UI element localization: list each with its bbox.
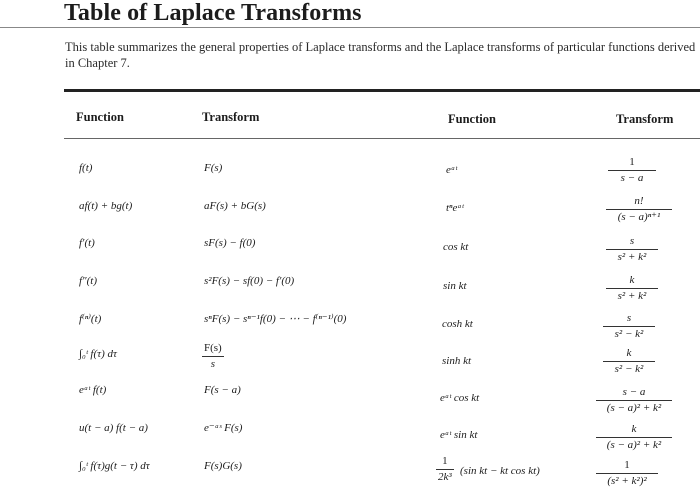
- fraction-denominator: s² + k²: [617, 251, 647, 263]
- left-transform-cell: aF(s) + bG(s): [204, 200, 266, 212]
- fraction-denominator: (s² + k²)²: [607, 475, 647, 487]
- left-transform-fraction: [202, 342, 224, 371]
- fraction-numerator: F(s): [204, 342, 222, 354]
- header-function-right: Function: [448, 112, 496, 126]
- page-title: Table of Laplace Transforms: [64, 0, 362, 26]
- right-transform-fraction: [596, 386, 672, 415]
- fraction-denominator: (s − a)ⁿ⁺¹: [617, 211, 661, 223]
- right-transform-fraction: [608, 156, 656, 185]
- fraction-numerator: 1: [629, 156, 635, 168]
- header-transform-left: Transform: [202, 110, 260, 124]
- left-function-cell: ∫₀ᵗ f(τ)g(t − τ) dτ: [79, 460, 150, 472]
- left-function-cell: u(t − a) f(t − a): [79, 422, 148, 434]
- left-function-cell: ∫₀ᵗ f(τ) dτ: [79, 348, 117, 360]
- right-function-cell: cosh kt: [442, 318, 473, 330]
- header-function-left: Function: [76, 110, 124, 124]
- fraction-numerator: s: [626, 312, 632, 324]
- left-transform-cell: sF(s) − f(0): [204, 237, 256, 249]
- fraction-numerator: k: [631, 423, 637, 435]
- fraction-denominator: s² − k²: [614, 328, 644, 340]
- fraction-denominator: (s − a)² + k²: [606, 402, 662, 414]
- left-function-cell: f″(t): [79, 275, 98, 287]
- fraction-denominator: 2k³: [438, 471, 452, 483]
- right-function-cell: (sin kt − kt cos kt): [460, 465, 540, 477]
- right-transform-fraction: [596, 459, 658, 488]
- fraction-denominator: s² − k²: [614, 363, 644, 375]
- table-header-rule: [64, 138, 700, 139]
- right-function-cell: tⁿeᵃᵗ: [446, 202, 464, 214]
- left-transform-cell: F(s): [204, 162, 223, 174]
- right-transform-fraction: [606, 195, 672, 224]
- fraction-numerator: 1: [442, 455, 448, 467]
- right-transform-fraction: [603, 312, 655, 341]
- fraction-denominator: s: [210, 358, 215, 370]
- right-function-cell: cos kt: [443, 241, 469, 253]
- right-transform-fraction: [603, 347, 655, 376]
- fraction-denominator: s² + k²: [617, 290, 647, 302]
- fraction-denominator: (s − a)² + k²: [606, 439, 662, 451]
- fraction-numerator: k: [626, 347, 632, 359]
- right-transform-fraction: [596, 423, 672, 452]
- left-transform-cell: F(s)G(s): [204, 460, 242, 472]
- right-function-cell: sin kt: [443, 280, 467, 292]
- left-function-cell: f⁽ⁿ⁾(t): [79, 313, 102, 325]
- fraction-numerator: n!: [634, 195, 644, 207]
- left-transform-cell: sⁿF(s) − sⁿ⁻¹f(0) − ⋯ − f⁽ⁿ⁻¹⁾(0): [204, 313, 347, 325]
- fraction-denominator: s − a: [620, 172, 644, 184]
- intro-paragraph: This table summarizes the general properties of Laplace transforms and the Laplace transforms of particular functions derived in Chapter 7.: [65, 40, 696, 70]
- left-transform-cell: s²F(s) − sf(0) − f′(0): [204, 275, 295, 287]
- right-function-cell: sinh kt: [442, 355, 472, 367]
- table-top-rule: [64, 89, 700, 92]
- left-function-cell: f′(t): [79, 237, 95, 249]
- header-transform-right: Transform: [616, 112, 674, 126]
- right-transform-fraction: [606, 235, 658, 264]
- left-function-cell: f(t): [79, 162, 93, 174]
- fraction-numerator: s: [629, 235, 635, 247]
- fraction-numerator: k: [629, 274, 635, 286]
- right-function-cell: eᵃᵗ cos kt: [440, 392, 480, 404]
- right-function-fraction: [436, 455, 454, 484]
- left-function-cell: eᵃᵗ f(t): [79, 384, 107, 396]
- right-function-cell: eᵃᵗ: [446, 164, 458, 176]
- right-transform-fraction: [606, 274, 658, 303]
- left-transform-cell: F(s − a): [204, 384, 241, 396]
- right-function-cell: eᵃᵗ sin kt: [440, 429, 478, 441]
- fraction-numerator: 1: [624, 459, 630, 471]
- left-transform-cell: e⁻ᵃˢ F(s): [204, 422, 243, 434]
- title-divider: [0, 27, 700, 28]
- fraction-numerator: s − a: [622, 386, 646, 398]
- left-function-cell: af(t) + bg(t): [79, 200, 133, 212]
